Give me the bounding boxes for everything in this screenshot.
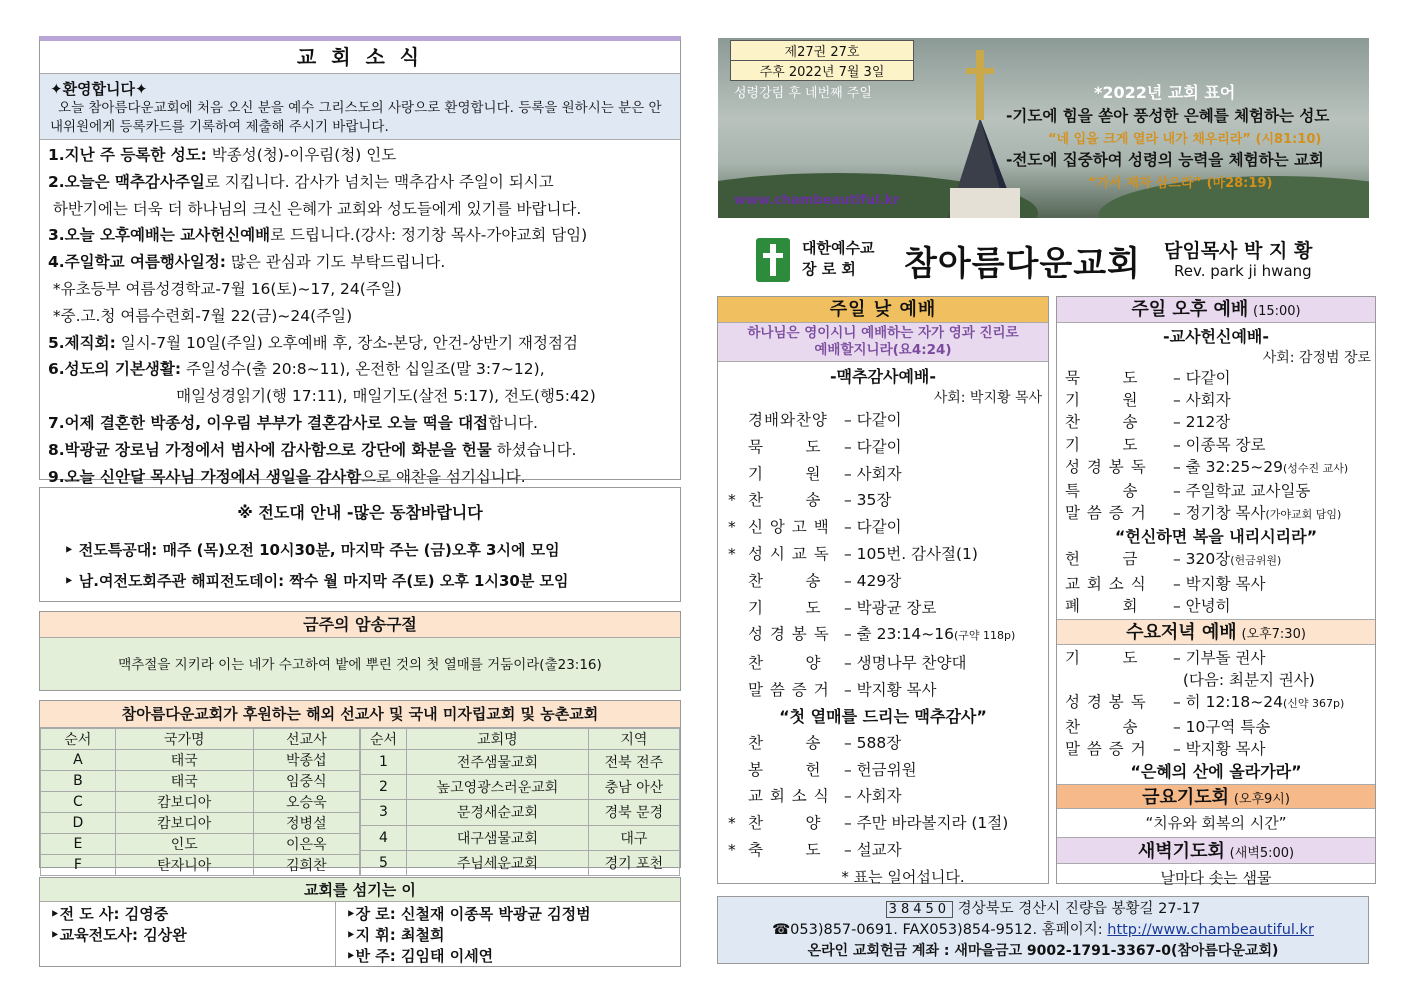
order-label: 교 회 소 식	[748, 787, 830, 806]
stand-marker: *	[728, 491, 736, 510]
order-value: – 출 23:14~16	[844, 625, 954, 644]
denomination	[802, 238, 874, 280]
order-item	[718, 595, 1048, 622]
order-label: 묵 도	[1065, 369, 1139, 387]
order-label: 기 원	[748, 464, 822, 483]
order-item	[1057, 434, 1375, 456]
order-label: 성 경 봉 독	[748, 625, 830, 644]
footer-box	[717, 896, 1369, 964]
table-cell: 이은옥	[253, 834, 359, 855]
order-value: – 588장	[844, 733, 902, 752]
order-item	[1057, 738, 1375, 760]
order-label: 말 씀 증 거	[1065, 504, 1147, 523]
order-item	[1057, 548, 1375, 572]
table-cell: 경기 포천	[588, 850, 679, 875]
table-row	[361, 775, 680, 800]
liturgical-season: 성령강림 후 네번째 주일	[734, 86, 872, 101]
order-item	[718, 461, 1048, 488]
news-item-text: 으로 애찬을 섬기십니다.	[361, 467, 526, 486]
news-item-text: 하반기에는 더욱 더 하나님의 크신 은혜가 교회와 성도들에게 있기를 바랍니다.	[48, 199, 582, 218]
order-item	[718, 650, 1048, 677]
news-item	[40, 383, 680, 410]
order-item	[718, 407, 1048, 434]
order-value: – 다같이	[844, 437, 902, 456]
order-label: 폐 회	[1065, 596, 1139, 615]
right-schedule-box	[1056, 296, 1376, 888]
order-value: – 출 32:25~29	[1173, 457, 1283, 476]
news-item-text: 많은 관심과 기도 부탁드립니다.	[226, 253, 446, 272]
address-line	[718, 899, 1368, 920]
order-label: 묵 도	[748, 437, 822, 456]
news-list	[40, 140, 680, 490]
table-cell: C	[41, 792, 116, 813]
staff-right: ‣반 주: 김임태 이세연	[346, 947, 494, 965]
table-row	[41, 855, 360, 876]
order-label: 말 씀 증 거	[748, 680, 830, 699]
staff-left: ‣전 도 사: 김영중	[50, 905, 169, 923]
order-label: 찬 송	[748, 571, 822, 590]
order-value: – 212장	[1173, 413, 1231, 432]
table-cell: 5	[361, 850, 407, 875]
news-item-bold: 7.어제 결혼한 박종성, 이우림 부부가 결혼감사로 오늘 떡을 대접	[48, 413, 489, 432]
order-item	[718, 837, 1048, 864]
order-item	[718, 541, 1048, 568]
church-logo-icon	[756, 238, 790, 282]
order-value: – 히 12:18~24	[1173, 693, 1283, 712]
account-line: 온라인 교회헌금 계좌 : 새마을금고 9002-1791-3367-0(참아름다운교회)	[807, 943, 1279, 959]
stand-marker: *	[728, 840, 736, 859]
mission-title: 참아름다운교회가 후원하는 해외 선교사 및 국내 미자립교회 및 농촌교회	[40, 701, 680, 728]
order-value: – 헌금위원	[844, 760, 917, 779]
news-item-text: 로 지킵니다. 감사가 넘치는 맥추감사 주일이 되시고	[204, 172, 554, 191]
table-cell: 3	[361, 800, 407, 825]
order-item	[718, 487, 1048, 514]
news-item-text: 일시-7월 10일(주일) 오후예배 후, 장소-본당, 안건-상반기 재정점검	[115, 333, 578, 352]
verse-2: “가서 제자 삼으라” (마28:19)	[1088, 176, 1273, 191]
evangel-title: ※ 전도대 안내 -많은 동참바랍니다	[237, 503, 483, 522]
order-label: 말 씀 증 거	[1065, 739, 1147, 758]
staff-left: ‣교육전도사: 김상완	[50, 926, 187, 944]
order-label: 찬 양	[748, 654, 822, 673]
order-item	[1057, 367, 1375, 389]
order-value: – 105번. 감사절(1)	[844, 544, 978, 563]
order-value: (다음: 최분지 권사)	[1173, 671, 1315, 690]
news-item	[40, 356, 680, 383]
motto-2: -전도에 집중하여 성령의 능력을 체험하는 교회	[1006, 151, 1324, 169]
denomination-line: 장 로 회	[802, 260, 856, 278]
homepage-link[interactable]: http://www.chambeautiful.kr	[1107, 922, 1314, 938]
church-name: 참아름다운교회	[904, 244, 1141, 284]
order-note: (헌금위원)	[1230, 554, 1282, 568]
order-item	[1057, 669, 1375, 691]
order-note: (구약 118p)	[953, 629, 1016, 643]
am-order-list	[718, 407, 1048, 704]
am-sermon-title: “첫 열매를 드리는 맥추감사”	[779, 706, 987, 726]
col-header: 순서	[41, 729, 116, 750]
news-item-text: 하셨습니다.	[491, 440, 577, 459]
dawn-header	[1057, 837, 1375, 864]
col-header: 국가명	[115, 729, 253, 750]
evangel-item: ‣ 전도특공대: 매주 (목)오전 10시30분, 마지막 주는 (금)오후 3시에 모임	[64, 541, 560, 559]
news-item	[40, 249, 680, 276]
dawn-text: 날마다 솟는 샘물	[1160, 869, 1272, 888]
banner-url: www.chambeautiful.kr	[734, 193, 900, 208]
table-row	[41, 834, 360, 855]
order-value: – 박광균 장로	[844, 598, 937, 617]
table-cell: 2	[361, 775, 407, 800]
order-item	[718, 810, 1048, 837]
pastor-name: 담임목사 박 지 황	[1164, 240, 1313, 262]
table-cell: 태국	[115, 750, 253, 771]
order-item	[1057, 456, 1375, 480]
table-cell: B	[41, 771, 116, 792]
banner	[718, 38, 1369, 218]
order-label: 경배와찬양	[748, 411, 828, 429]
wed-header	[1057, 619, 1375, 645]
order-value: – 320장	[1173, 550, 1231, 569]
order-label: 봉 헌	[748, 760, 822, 779]
order-item	[718, 621, 1048, 650]
order-label: 찬 송	[748, 491, 822, 510]
sunday-am-box	[717, 296, 1049, 884]
order-label: 찬 송	[1065, 717, 1139, 736]
order-note: (성수진 교사)	[1282, 461, 1349, 475]
order-label: 성 경 봉 독	[1065, 693, 1147, 712]
order-value: – 정기창 목사	[1173, 504, 1266, 523]
news-item-bold: 8.박광균 장로님 가정에서 범사에 감사함으로 강단에 화분을 헌물	[48, 440, 492, 459]
table-cell: 임중식	[253, 771, 359, 792]
fri-time: (오후9시)	[1233, 792, 1290, 808]
order-item	[1057, 480, 1375, 502]
church-header	[718, 228, 1369, 290]
evangel-box	[39, 487, 681, 602]
am-order-list	[718, 730, 1048, 864]
motto-title: *2022년 교회 표어	[1094, 83, 1236, 102]
motto-1: -기도에 힘을 쏟아 풍성한 은혜를 체험하는 성도	[1006, 107, 1330, 125]
wed-time: (오후7:30)	[1241, 627, 1306, 643]
order-item	[1057, 595, 1375, 617]
table-cell: 문경새순교회	[407, 800, 589, 825]
am-subtitle: -맥추감사예배-	[829, 367, 937, 386]
table-cell: 김희찬	[253, 855, 359, 876]
news-item-text: 합니다.	[488, 413, 538, 432]
order-value: – 박지황 목사	[844, 680, 937, 699]
col-header: 순서	[361, 729, 407, 750]
fri-header	[1057, 784, 1375, 809]
news-item-text: *유초등부 여름성경학교-7월 16(토)~17, 24(주일)	[48, 279, 402, 298]
table-row	[361, 825, 680, 850]
order-label: 성 경 봉 독	[1065, 457, 1147, 476]
order-value: – 다같이	[1173, 369, 1231, 387]
order-value: – 다같이	[844, 518, 902, 537]
order-item	[718, 568, 1048, 595]
col-header: 선교사	[253, 729, 359, 750]
order-item	[1057, 573, 1375, 595]
order-value: – 다같이	[844, 411, 902, 429]
order-label: 기 도	[748, 598, 822, 617]
news-item-text: 매일성경읽기(행 17:11), 매일기도(살전 5:17), 전도(행5:42)	[48, 387, 596, 406]
table-cell: 오승욱	[253, 792, 359, 813]
news-item-bold: 9.오늘 신안달 목사님 가정에서 생일을 감사함	[48, 467, 362, 486]
welcome-title: ✦환영합니다✦	[50, 80, 148, 98]
news-item-bold: 3.오늘 오후예배는 교사헌신예배	[48, 226, 271, 245]
order-value: – 사회자	[844, 464, 902, 483]
news-item	[40, 169, 680, 196]
order-value: – 10구역 특송	[1173, 717, 1271, 736]
news-item-bold: 6.성도의 기본생활:	[48, 360, 182, 379]
stand-marker: *	[728, 518, 736, 537]
address: 경상북도 경산시 진량읍 봉황길 27-17	[953, 901, 1201, 917]
table-cell: E	[41, 834, 116, 855]
table-row	[361, 750, 680, 775]
table-row	[41, 813, 360, 834]
am-note: * 표는 일어섭니다.	[841, 867, 965, 886]
order-item	[1057, 502, 1375, 526]
mission-box	[39, 700, 681, 874]
zip-code: 38450	[886, 901, 953, 918]
order-value: – 주일학교 교사일동	[1173, 482, 1311, 501]
order-note: (신약 367p)	[1282, 697, 1345, 711]
order-label: 찬 송	[748, 733, 822, 752]
issue-box	[730, 40, 914, 81]
order-value: – 429장	[844, 571, 902, 590]
order-value: – 이종목 장로	[1173, 435, 1266, 454]
table-cell: D	[41, 813, 116, 834]
staff-title: 교회를 섬기는 이	[40, 878, 680, 902]
news-item-text: 박종성(청)-이우림(청) 인도	[206, 146, 397, 164]
news-item-text: 로 드립니다.(강사: 정기창 목사-가야교회 담임)	[270, 226, 588, 245]
col-header: 지역	[588, 729, 679, 750]
table-row	[41, 750, 360, 771]
news-item	[40, 410, 680, 437]
table-cell: 1	[361, 750, 407, 775]
pm-time: (15:00)	[1253, 304, 1301, 319]
order-value: – 박지황 목사	[1173, 574, 1266, 593]
table-row	[361, 800, 680, 825]
order-value: – 기부돌 권사	[1173, 649, 1266, 668]
am-verse: 하나님은 영이시니 예배하는 자가 영과 진리로 예배할지니라(요4:24)	[718, 323, 1048, 362]
mission-table-overseas	[40, 728, 360, 876]
order-label: 기 도	[1065, 435, 1139, 454]
table-row	[361, 850, 680, 875]
order-value: – 생명나무 찬양대	[844, 654, 967, 673]
table-cell: F	[41, 855, 116, 876]
memory-text: 맥추절을 지키라 이는 네가 수고하여 밭에 뿌린 것의 첫 열매를 거둠이라(출23:16)	[118, 657, 602, 673]
order-item	[1057, 691, 1375, 715]
news-item	[40, 330, 680, 357]
order-label: 신 앙 고 백	[748, 518, 830, 537]
table-cell: 탄자니아	[115, 855, 253, 876]
table-cell: 박종섭	[253, 750, 359, 771]
dawn-time: (새벽5:00)	[1229, 846, 1295, 862]
welcome-section	[40, 74, 680, 140]
news-item-text: 주일성수(출 20:8~11), 온전한 십일조(말 3:7~12),	[181, 360, 545, 379]
order-note: (가야교회 담임)	[1265, 508, 1342, 522]
denomination-line: 대한예수교	[802, 239, 875, 257]
order-item	[718, 783, 1048, 810]
volume: 제27권 27호	[731, 41, 913, 61]
wed-title: 수요저녁 예배	[1126, 622, 1237, 644]
order-item	[718, 757, 1048, 784]
order-item	[1057, 389, 1375, 411]
welcome-text: 오늘 참아름다운교회에 처음 오신 분을 예수 그리스도의 사랑으로 환영합니다. 등록을 원하시는 분은 안내위원에게 등록카드를 기록하여 제출해 주시기 바랍니다.	[50, 100, 662, 135]
contact-line	[718, 920, 1368, 941]
am-leader: 사회: 박지황 목사	[933, 390, 1042, 406]
order-label: 기 원	[1065, 391, 1139, 410]
order-value: – 주만 바라볼지라 (1절)	[844, 814, 1009, 833]
issue-date: 주후 2022년 7월 3일	[759, 65, 885, 80]
news-item	[40, 222, 680, 249]
news-box	[39, 36, 681, 486]
order-item	[718, 434, 1048, 461]
table-cell: 정병설	[253, 813, 359, 834]
order-item	[1057, 716, 1375, 738]
order-label: 헌 금	[1065, 550, 1139, 569]
table-cell: 경북 문경	[588, 800, 679, 825]
pm-leader: 사회: 감정범 장로	[1262, 350, 1371, 366]
staff-box	[39, 877, 681, 967]
pm-title: 주일 오후 예배	[1131, 299, 1249, 320]
news-item	[40, 196, 680, 223]
table-cell: 인도	[115, 834, 253, 855]
mission-table-domestic	[360, 728, 680, 876]
order-item	[1057, 411, 1375, 433]
order-item	[718, 730, 1048, 757]
news-item-bold: 1.지난 주 등록한 성도:	[48, 146, 207, 164]
order-label: 찬 송	[1065, 413, 1139, 432]
evangel-item: ‣ 남.여전도회주관 해피전도데이: 짝수 월 마지막 주(토) 오후 1시30분 모임	[64, 572, 569, 590]
pastor-name-en: Rev. park ji hwang	[1174, 262, 1312, 280]
pm-sermon-title: “헌신하면 복을 내리시리라”	[1114, 527, 1318, 547]
stand-marker: *	[728, 814, 736, 833]
order-label: 기 도	[1065, 649, 1139, 668]
table-cell: 캄보디아	[115, 792, 253, 813]
phone-fax: ☎053)857-0691. FAX053)854-9512. 홈페이지:	[772, 922, 1108, 938]
table-cell: 대구	[588, 825, 679, 850]
news-item-text: *중.고.청 여름수련회-7월 22(금)~24(주일)	[48, 306, 353, 325]
order-value: – 사회자	[844, 787, 902, 806]
pm-subtitle: -교사헌신예배-	[1162, 327, 1270, 346]
order-item	[1057, 647, 1375, 669]
order-value: – 35장	[844, 491, 892, 510]
order-label: 성 시 교 독	[748, 544, 830, 563]
order-label: 교 회 소 식	[1065, 574, 1147, 593]
order-item	[718, 514, 1048, 541]
table-row	[41, 792, 360, 813]
table-cell: 태국	[115, 771, 253, 792]
fri-title: 금요기도회	[1142, 787, 1230, 809]
news-item-bold: 4.주일학교 여름행사일정:	[48, 253, 226, 272]
dawn-title: 새벽기도회	[1137, 841, 1225, 863]
table-cell: 전주샘물교회	[407, 750, 589, 775]
table-cell: 캄보디아	[115, 813, 253, 834]
table-cell: 대구샘물교회	[407, 825, 589, 850]
staff-right: ‣지 휘: 최철희	[346, 926, 445, 944]
news-item	[40, 276, 680, 303]
news-title: 교 회 소 식	[40, 41, 680, 74]
table-cell: A	[41, 750, 116, 771]
table-cell: 충남 아산	[588, 775, 679, 800]
am-title: 주일 낮 예배	[718, 297, 1048, 323]
fri-text: “치유와 회복의 시간”	[1145, 814, 1287, 833]
memory-box	[39, 611, 681, 691]
order-label: 축 도	[748, 840, 822, 859]
table-cell: 전북 전주	[588, 750, 679, 775]
news-item	[40, 142, 680, 169]
wed-sermon-title: “은혜의 산에 올라가라”	[1130, 762, 1302, 782]
table-row	[41, 771, 360, 792]
table-cell: 높고영광스러운교회	[407, 775, 589, 800]
news-item-bold: 5.제직회:	[48, 333, 116, 352]
verse-1: “네 입을 크게 열라 내가 채우리라” (시81:10)	[1048, 132, 1322, 147]
table-cell: 주님세운교회	[407, 850, 589, 875]
order-value: – 설교자	[844, 840, 902, 859]
order-value: – 안녕히	[1173, 596, 1231, 615]
col-header: 교회명	[407, 729, 589, 750]
order-item	[718, 677, 1048, 704]
pm-header	[1057, 297, 1375, 323]
news-item	[40, 303, 680, 330]
memory-title: 금주의 암송구절	[40, 612, 680, 638]
order-label: 특 송	[1065, 482, 1139, 501]
order-value: – 박지황 목사	[1173, 739, 1266, 758]
stand-marker: *	[728, 544, 736, 563]
order-value: – 사회자	[1173, 391, 1231, 410]
table-cell: 4	[361, 825, 407, 850]
news-item	[40, 437, 680, 464]
order-label: 찬 양	[748, 814, 822, 833]
staff-right: ‣장 로: 신철재 이종목 박광균 김정범	[346, 905, 591, 923]
news-item-bold: 2.오늘은 맥추감사주일	[48, 172, 205, 191]
